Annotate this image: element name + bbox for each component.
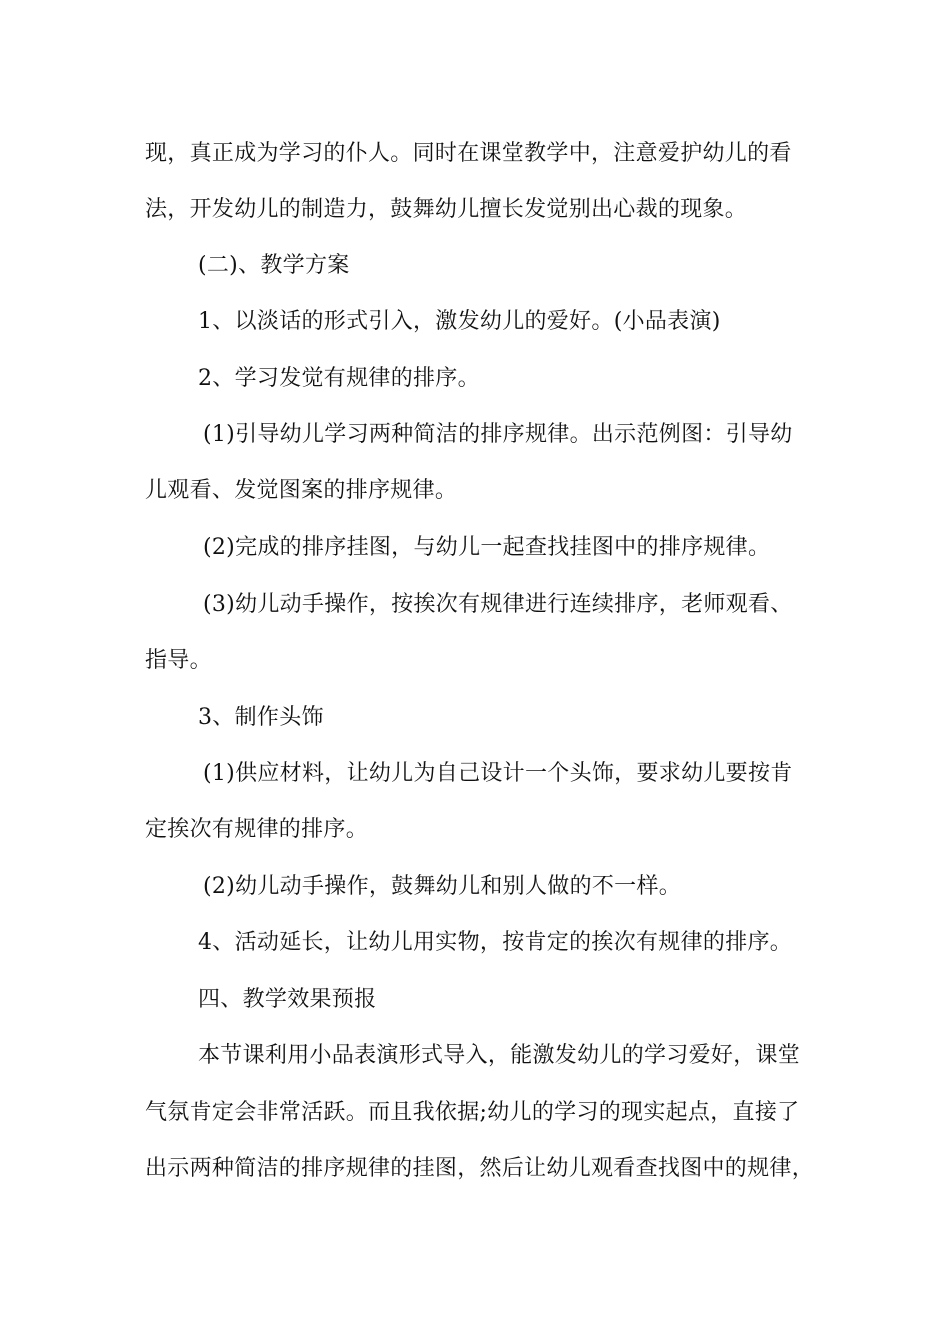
paragraph-line: 出示两种简洁的排序规律的挂图，然后让幼儿观看查找图中的规律， [145, 1156, 815, 1181]
paragraph-line: 定挨次有规律的排序。 [145, 817, 369, 842]
list-item: 2、学习发觉有规律的排序。 [198, 366, 480, 391]
sub-list-item: (1)引导幼儿学习两种简洁的排序规律。出示范例图：引导幼 [203, 422, 793, 447]
paragraph-line: 儿观看、发觉图案的排序规律。 [145, 478, 458, 503]
section-heading: (二)、教学方案 [198, 253, 350, 278]
paragraph-line: 气氛肯定会非常活跃。而且我依据;幼儿的学习的现实起点，直接了 [145, 1100, 800, 1125]
list-item: 1、以淡话的形式引入，激发幼儿的爱好。(小品表演) [198, 309, 721, 334]
sub-list-item: (2)完成的排序挂图，与幼儿一起查找挂图中的排序规律。 [203, 535, 771, 560]
sub-list-item: (3)幼儿动手操作，按挨次有规律进行连续排序，老师观看、 [203, 592, 793, 617]
paragraph-line: 法，开发幼儿的制造力，鼓舞幼儿擅长发觉别出心裁的现象。 [145, 197, 748, 222]
sub-list-item: (1)供应材料，让幼儿为自己设计一个头饰，要求幼儿要按肯 [203, 761, 793, 786]
paragraph-line: 指导。 [145, 648, 212, 673]
paragraph-line: 现，真正成为学习的仆人。同时在课堂教学中，注意爱护幼儿的看 [145, 141, 792, 166]
list-item: 4、活动延长，让幼儿用实物，按肯定的挨次有规律的排序。 [198, 930, 793, 955]
list-item: 3、制作头饰 [198, 705, 324, 730]
paragraph-line: 本节课利用小品表演形式导入，能激发幼儿的学习爱好，课堂 [198, 1043, 801, 1068]
sub-list-item: (2)幼儿动手操作，鼓舞幼儿和别人做的不一样。 [203, 874, 682, 899]
section-heading: 四、教学效果预报 [198, 987, 377, 1012]
